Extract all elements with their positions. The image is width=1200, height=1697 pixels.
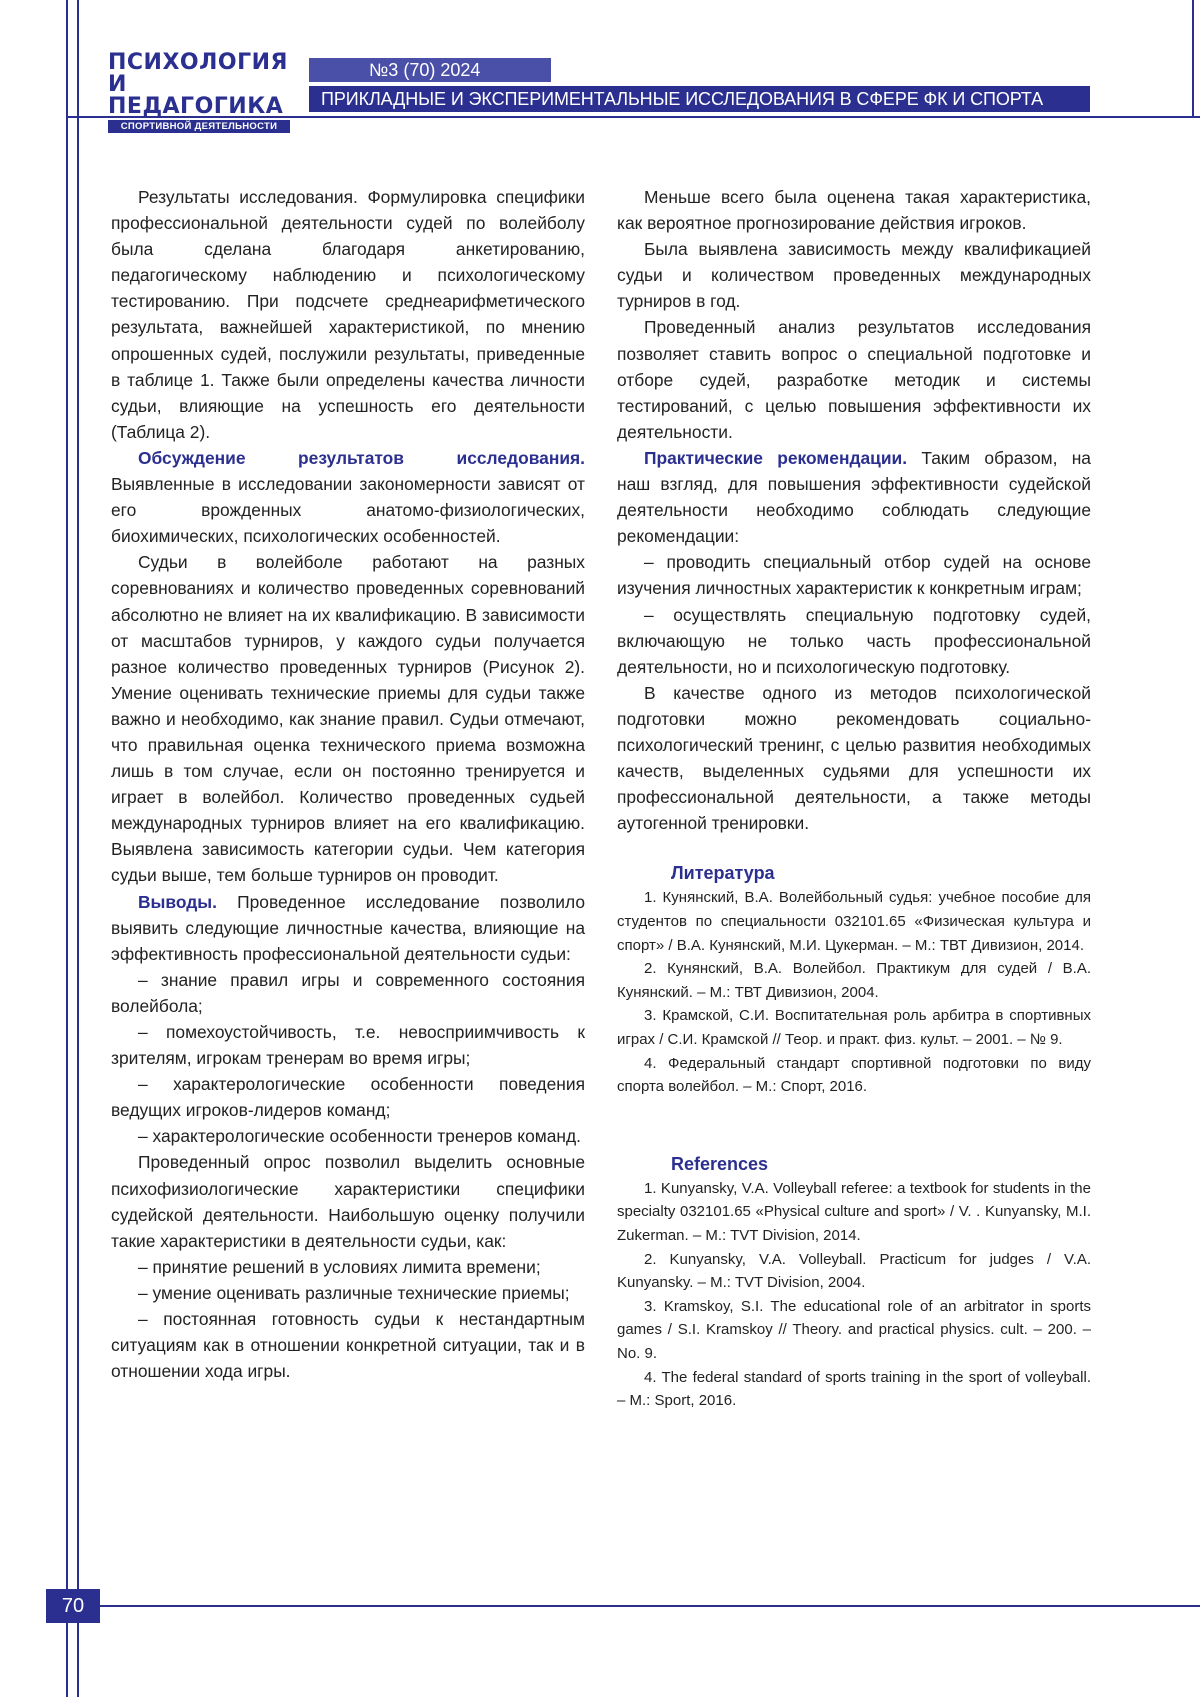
reference-item: 1. Kunyansky, V.A. Volleyball referee: a textbook for students in the specialty 032101.65 «Physical culture and sport» / V. . Kunyansky, M.I. Zukerman. – M.: TVT Division, 2014. bbox=[617, 1179, 1091, 1245]
right-column bbox=[617, 184, 1091, 1413]
frame-line-right bbox=[1192, 0, 1194, 118]
literature-item: 3. Крамской, С.И. Воспитательная роль арбитра в спортивных играх / С.И. Крамской // Теор. и практ. физ. культ. – 2001. – № 9. bbox=[617, 1007, 1091, 1048]
page-number: 70 bbox=[46, 1589, 100, 1623]
left-column bbox=[111, 184, 585, 1384]
paragraph: Судьи в волейболе работают на разных соревнованиях и количество проведенных соревнований абсолютно не влияет на их квалификацию. В зависимости от масштабов турниров, у каждого судьи получается разное количество проведенных турниров (Рисунок 2). Умение оценивать технические приемы для судьи также важно и необходимо, как знание правил. Судьи отмечают, что правильная оценка технического приема возможна лишь в том случае, если он постоянно тренируется и играет в волейбол. Количество проведенных судьей международных турниров влияет на его квалификацию. Выявлена зависимость категории судьи. Чем категория судьи выше, тем больше турниров он проводит. bbox=[111, 552, 585, 886]
list-item: – помехоустойчивость, т.е. невосприимчивость к зрителям, игрокам тренерам во время игры; bbox=[111, 1022, 585, 1069]
list-item: – принятие решений в условиях лимита времени; bbox=[138, 1256, 541, 1277]
recommendations-heading: Практические рекомендации. bbox=[644, 447, 908, 468]
paragraph: В качестве одного из методов психологической подготовки можно рекомендовать социально-психологический тренинг, с целью развития необходимых качеств, выделенных судьями для успешности их профессиональной деятельности, а также методы аутогенной тренировки. bbox=[617, 682, 1091, 834]
paragraph bbox=[617, 445, 1091, 549]
issue-number: №3 (70) 2024 bbox=[309, 58, 551, 82]
list-item: – характерологические особенности поведения ведущих игроков-лидеров команд; bbox=[111, 1074, 585, 1121]
reference-item: 2. Kunyansky, V.A. Volleyball. Practicum for judges / V.A. Kunyansky. – M.: TVT Division, 2004. bbox=[617, 1250, 1091, 1292]
frame-line-left-inner bbox=[77, 0, 79, 1697]
references-heading: References bbox=[671, 1153, 769, 1174]
discussion-heading: Обсуждение результатов исследования. bbox=[138, 447, 585, 468]
paragraph: Проведенный анализ результатов исследования позволяет ставить вопрос о специальной подготовке и отборе судей, разработке методик и системы тестирований, с целью повышения эффективности их деятельности. bbox=[617, 317, 1091, 442]
reference-item: 3. Kramskoy, S.I. The educational role of an arbitrator in sports games / S.I. Kramskoy // Theory. and practical physics. cult. – 200. – No. 9. bbox=[617, 1297, 1091, 1363]
references-list bbox=[617, 1177, 1091, 1413]
paragraph: Была выявлена зависимость между квалификацией судьи и количеством проведенных международных турниров в год. bbox=[617, 239, 1091, 312]
conclusions-heading: Выводы. bbox=[138, 891, 217, 912]
paragraph-text: Выявленные в исследовании закономерности зависят от его врожденных анатомо-физиологических, биохимических, психологических особенностей. bbox=[111, 474, 585, 547]
journal-title-line2: И ПЕДАГОГИКА bbox=[108, 72, 284, 119]
literature-item: 1. Кунянский, В.А. Волейбольный судья: учебное пособие для студентов по специальности 032101.65 «Физическая культура и спорт» / В.А. Кунянский, М.И. Цукерман. – М.: ТВТ Дивизион, 2014. bbox=[617, 889, 1091, 954]
literature-item: 2. Кунянский, В.А. Волейбол. Практикум для судей / В.А. Кунянский. – М.: ТВТ Дивизион, 2004. bbox=[617, 960, 1091, 1001]
reference-item: 4. The federal standard of sports training in the sport of volleyball. – M.: Sport, 2016. bbox=[617, 1368, 1091, 1410]
list-item: – постоянная готовность судьи к нестандартным ситуациям как в отношении конкретной ситуации, так и в отношении хода игры. bbox=[111, 1309, 585, 1382]
paragraph: Проведенный опрос позволил выделить основные психофизиологические характеристики специфики судейской деятельности. Наибольшую оценку получили такие характеристики в деятельности судьи, как: bbox=[111, 1152, 585, 1251]
literature-item: 4. Федеральный стандарт спортивной подготовки по виду спорта волейбол. – М.: Спорт, 2016. bbox=[617, 1054, 1091, 1096]
list-item: – знание правил игры и современного состояния волейбола; bbox=[111, 969, 585, 1016]
paragraph bbox=[111, 445, 585, 549]
section-title: ПРИКЛАДНЫЕ И ЭКСПЕРИМЕНТАЛЬНЫЕ ИССЛЕДОВАНИЯ В СФЕРЕ ФК И СПОРТА bbox=[309, 86, 1090, 112]
paragraph: Меньше всего была оценена такая характеристика, как вероятное прогнозирование действия игроков. bbox=[617, 187, 1091, 234]
list-item: – умение оценивать различные технические приемы; bbox=[138, 1282, 570, 1303]
frame-line-bottom bbox=[66, 1605, 1200, 1607]
literature-list bbox=[617, 886, 1091, 1098]
journal-title-line3: СПОРТИВНОЙ ДЕЯТЕЛЬНОСТИ bbox=[108, 120, 290, 133]
frame-line-left-outer bbox=[66, 0, 68, 1697]
journal-logo bbox=[108, 52, 290, 133]
paragraph bbox=[111, 889, 585, 967]
paragraph: Результаты исследования. Формулировка специфики профессиональной деятельности судей по волейболу была сделана благодаря анкетированию, педагогическому наблюдению и психологическому тестированию. При подсчете среднеарифметического результата, важнейшей характеристикой, по мнению опрошенных судей, послужили результаты, приведенные в таблице 1. Также были определены качества личности судьи, влияющие на успешность его деятельности (Таблица 2). bbox=[111, 187, 585, 442]
literature-heading: Литература bbox=[671, 863, 775, 884]
list-item: – осуществлять специальную подготовку судей, включающую не только часть профессиональной деятельности, но и психологическую подготовку. bbox=[617, 604, 1091, 677]
list-item: – характерологические особенности тренеров команд. bbox=[138, 1126, 581, 1147]
paragraph-text: Проведенное исследование позволило выявить следующие личностные качества, влияющие на эффективность профессиональной деятельности судьи: bbox=[111, 891, 585, 964]
journal-title-line1: ПСИХОЛОГИЯ bbox=[108, 50, 288, 75]
paragraph-text: Таким образом, на наш взгляд, для повышения эффективности судейской деятельности необходимо соблюдать следующие рекомендации: bbox=[617, 447, 1091, 547]
list-item: – проводить специальный отбор судей на основе изучения личностных характеристик к конкретным играм; bbox=[617, 552, 1091, 599]
